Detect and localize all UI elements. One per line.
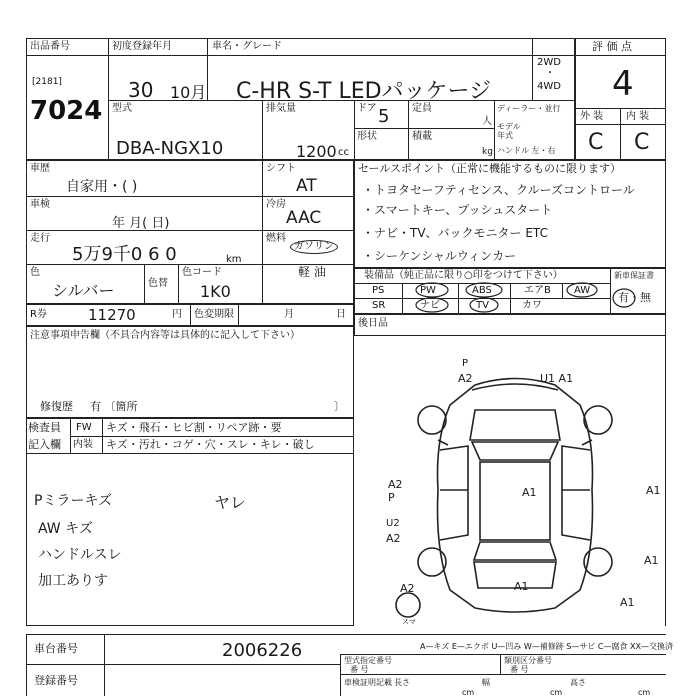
- inspection-naisou: 内装: [73, 439, 93, 450]
- mark-a2p-left: A2 P: [388, 478, 403, 504]
- note-handle: ハンドルスレ: [38, 547, 122, 563]
- mark-a2-top: A2: [458, 372, 473, 385]
- drive-4wd: 4WD: [537, 81, 561, 92]
- int-grade: C: [634, 130, 650, 155]
- shift-value: AT: [296, 176, 317, 196]
- sales-title: セールスポイント（正常に機能するものに限ります）: [358, 162, 622, 175]
- model-label: 型式: [112, 103, 132, 114]
- mileage-value: 5万9千0 6 0: [72, 244, 177, 265]
- inspector-label-1: 検査員: [28, 421, 61, 434]
- notes-title: 注意事項申告欄（不具合内容等は具体的に記入して下さい）: [30, 330, 300, 341]
- mark-a1-bottom: A1: [620, 596, 635, 609]
- history-label: 車歴: [30, 163, 50, 174]
- equip-leather: カワ: [522, 300, 542, 311]
- cm-unit-1: cm: [462, 688, 475, 697]
- mark-a1-rear: A1: [514, 580, 529, 593]
- load-label: 積載: [412, 131, 432, 142]
- km-unit: km: [226, 254, 242, 265]
- handwritten-area: [26, 454, 354, 626]
- recycle-change-label: 色変期限: [194, 309, 234, 320]
- equip-airbag: エアB: [524, 285, 551, 296]
- aircon-label: 冷房: [266, 199, 286, 210]
- fuel-label: 燃料: [266, 233, 286, 244]
- int-label: 内 装: [626, 111, 650, 122]
- equip-ps: PS: [372, 285, 385, 296]
- inspector-label-2: 記入欄: [28, 438, 61, 451]
- ext-grade: C: [588, 130, 604, 155]
- mark-a1-right: A1: [646, 484, 661, 497]
- ext-label: 外 装: [580, 111, 604, 122]
- equip-abs: ABS: [472, 285, 492, 296]
- model-year-label: モデル年式: [497, 122, 521, 140]
- after-frame: [354, 314, 666, 336]
- sales-line-3: ・ナビ・TV、バックモニター ETC: [362, 226, 548, 240]
- doors-value: 5: [378, 106, 390, 127]
- car-name: C-HR S-T LEDパッケージ: [236, 79, 492, 104]
- shaken-label: 車検: [30, 199, 50, 210]
- car-name-label: 車名・グレード: [212, 41, 282, 52]
- note-aw: AW キズ: [38, 521, 93, 537]
- lot-sub: [2181]: [32, 77, 62, 87]
- dealer-label: ディーラー・並行: [497, 104, 561, 113]
- equipment-circles: [354, 268, 666, 314]
- shift-label: シフト: [266, 163, 296, 174]
- lot-label: 出品番号: [30, 41, 70, 52]
- class-label: 類別区分番号: [504, 656, 552, 665]
- equip-tv: TV: [476, 300, 489, 311]
- type-cert-label: 型式指定番号: [344, 656, 392, 665]
- note-mirror: Pミラーキズ: [34, 493, 113, 509]
- chassis-value: 2006226: [222, 640, 303, 661]
- cc-unit: cc: [338, 147, 349, 158]
- mileage-label: 走行: [30, 233, 50, 244]
- doors-label: ドア: [357, 103, 377, 114]
- color-value: シルバー: [52, 281, 115, 300]
- color-label: 色: [30, 267, 40, 278]
- width-label: 幅: [482, 678, 490, 687]
- repair-end: 〕: [334, 400, 345, 413]
- mark-a2-left: A2: [386, 532, 401, 545]
- equip-sr: SR: [372, 300, 386, 311]
- sales-line-1: ・トヨタセーフティセンス、クルーズコントロール: [362, 183, 635, 197]
- kg-unit: kg: [482, 147, 493, 157]
- model-value: DBA-NGX10: [116, 138, 224, 159]
- handle-label: ハンドル 左・右: [497, 146, 556, 155]
- mark-a2-rearleft: A2: [400, 582, 415, 595]
- cm-unit-3: cm: [638, 688, 651, 697]
- score-label: 評 価 点: [592, 40, 632, 53]
- mark-a1-rearright: A1: [644, 554, 659, 567]
- inspection-row1: キズ・飛石・ヒビ割・リペア跡・要: [106, 421, 282, 434]
- note-yare: ヤレ: [214, 493, 246, 512]
- after-label: 後日品: [358, 318, 388, 329]
- first-reg-month: 10月: [170, 83, 207, 102]
- reg-label: 登録番号: [34, 674, 78, 687]
- cm-unit-2: cm: [550, 688, 563, 697]
- recycle-yen: 円: [172, 309, 182, 320]
- color-code-value: 1K0: [200, 282, 231, 301]
- shaken-value: 年 月( 日): [112, 216, 170, 231]
- equip-aw: AW: [574, 285, 591, 296]
- displacement-value: 1200: [296, 142, 337, 161]
- class-sub: 番 号: [510, 665, 529, 674]
- cert-label: 車検証明記載: [344, 678, 392, 687]
- lot-number: 7024: [30, 96, 103, 126]
- person-unit: 人: [482, 116, 492, 127]
- recycle-label: R券: [30, 309, 47, 320]
- recycle-amount: 11270: [88, 306, 136, 324]
- fuel-gasoline: [290, 240, 338, 254]
- equip-pw: PW: [420, 285, 436, 296]
- inspection-fw: FW: [76, 422, 92, 433]
- inspection-row2: キズ・汚れ・コゲ・穴・スレ・キレ・破し: [106, 438, 315, 451]
- shape-label: 形状: [357, 131, 377, 142]
- color-no-label: 色替: [148, 278, 168, 289]
- equip-navi: ナビ: [420, 300, 440, 311]
- mark-u1a1: U1 A1: [540, 372, 574, 385]
- type-cert-sub: 番 号: [350, 665, 369, 674]
- repair-value: 有 〔箇所: [90, 400, 138, 413]
- damage-legend: A—キズ E—エクボ U—凹み W—補修跡 S—サビ C—腐食 XX—交換済: [420, 642, 674, 651]
- mark-spare: スマ: [402, 618, 416, 626]
- warranty-value: 有・無: [618, 291, 651, 304]
- sales-line-2: ・スマートキー、プッシュスタート: [362, 203, 553, 217]
- drive-2wd: 2WD: [537, 57, 561, 68]
- note-modified: 加工ありす: [38, 573, 108, 589]
- repair-label: 修復歴: [40, 400, 73, 413]
- capacity-label: 定員: [412, 103, 432, 114]
- recycle-day: 日: [336, 309, 346, 320]
- drive-dot: ・: [545, 68, 555, 79]
- length-label: 長さ: [394, 678, 410, 687]
- fuel-diesel: 軽 油: [298, 265, 326, 279]
- history-value: 自家用・( ): [66, 179, 138, 195]
- chassis-label: 車台番号: [34, 642, 78, 655]
- mark-u2: U2: [386, 518, 400, 529]
- mark-p-top: P: [462, 358, 469, 369]
- aircon-value: AAC: [286, 208, 322, 228]
- score-value: 4: [612, 64, 634, 104]
- fuel-gasoline-circle: ガソリン: [290, 240, 338, 254]
- sales-line-4: ・シーケンシャルウィンカー: [362, 249, 517, 263]
- recycle-month: 月: [284, 309, 294, 320]
- displacement-label: 排気量: [266, 103, 296, 114]
- new-warranty-label: 新車保証書: [614, 271, 654, 280]
- height-label: 高さ: [570, 678, 586, 687]
- color-code-label: 色コード: [182, 267, 222, 278]
- mark-a1-hood: A1: [522, 486, 537, 499]
- first-reg-label: 初度登録年月: [112, 41, 172, 52]
- first-reg-year: 30: [128, 78, 154, 102]
- equipment-title: 装備品（純正品に限り○印をつけて下さい）: [364, 270, 563, 281]
